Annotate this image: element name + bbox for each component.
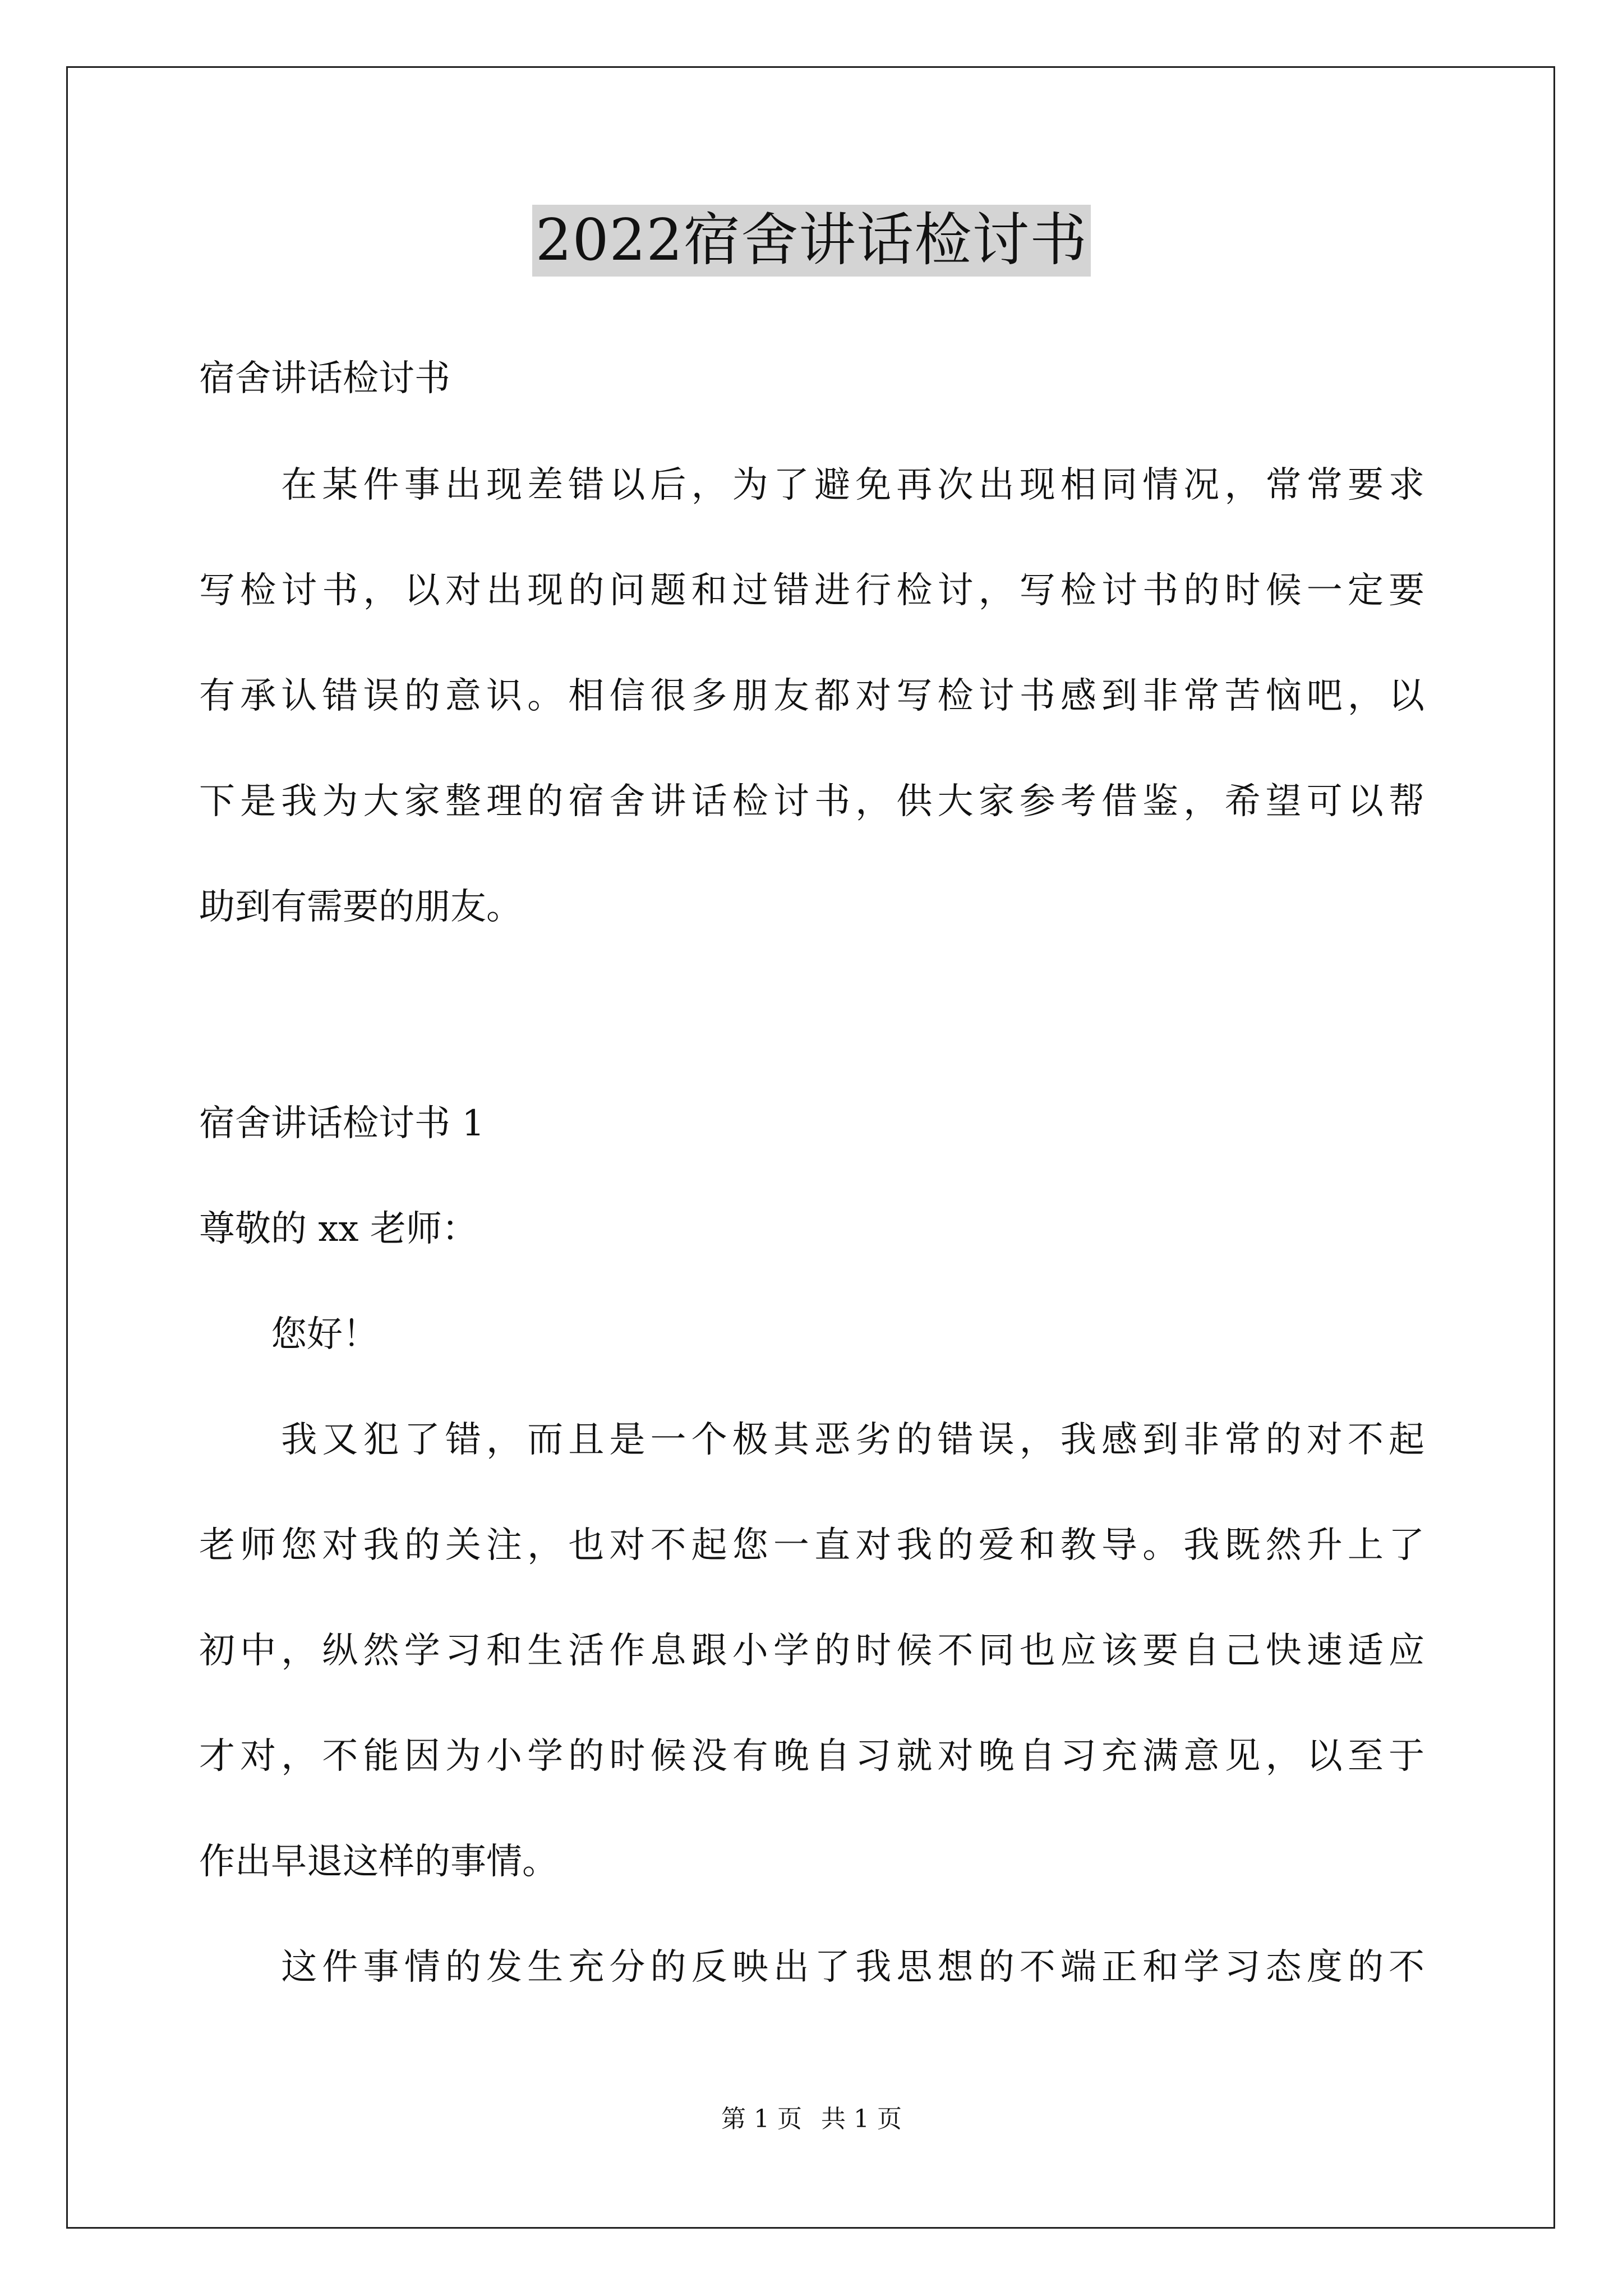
paragraph-line: 下是我为大家整理的宿舍讲话检讨书，供大家参考借鉴，希望可以帮 (199, 781, 1424, 822)
paragraph-line: 我又犯了错，而且是一个极其恶劣的错误，我感到非常的对不起 (199, 1419, 1424, 1461)
paragraph-line: 写检讨书，以对出现的问题和过错进行检讨，写检讨书的时候一定要 (199, 570, 1424, 611)
paragraph-line: 作出早退这样的事情。 (199, 1841, 558, 1883)
document-title: 2022宿舍讲话检讨书 (532, 205, 1091, 277)
paragraph-line: 初中，纵然学习和生活作息跟小学的时候不同也应该要自己快速适应 (199, 1630, 1424, 1672)
paragraph-line: 老师您对我的关注，也对不起您一直对我的爱和教导。我既然升上了 (199, 1525, 1424, 1566)
title-container (0, 205, 1623, 277)
paragraph-line: 在某件事出现差错以后，为了避免再次出现相同情况，常常要求 (199, 464, 1424, 506)
paragraph-line: 有承认错误的意识。相信很多朋友都对写检讨书感到非常苦恼吧，以 (199, 675, 1424, 717)
page-number: 第 1 页 (721, 2105, 802, 2133)
section-heading: 宿舍讲话检讨书 1 (199, 1103, 485, 1144)
greeting: 您好！ (199, 1314, 379, 1355)
salutation: 尊敬的 xx 老师： (199, 1208, 478, 1250)
page-total: 共 1 页 (821, 2105, 902, 2133)
section-heading: 宿舍讲话检讨书 (199, 358, 450, 399)
paragraph-line: 才对，不能因为小学的时候没有晚自习就对晚自习充满意见，以至于 (199, 1736, 1424, 1777)
paragraph-line: 助到有需要的朋友。 (199, 886, 522, 928)
page-footer (0, 2104, 1623, 2135)
paragraph-line: 这件事情的发生充分的反映出了我思想的不端正和学习态度的不 (199, 1947, 1424, 1988)
